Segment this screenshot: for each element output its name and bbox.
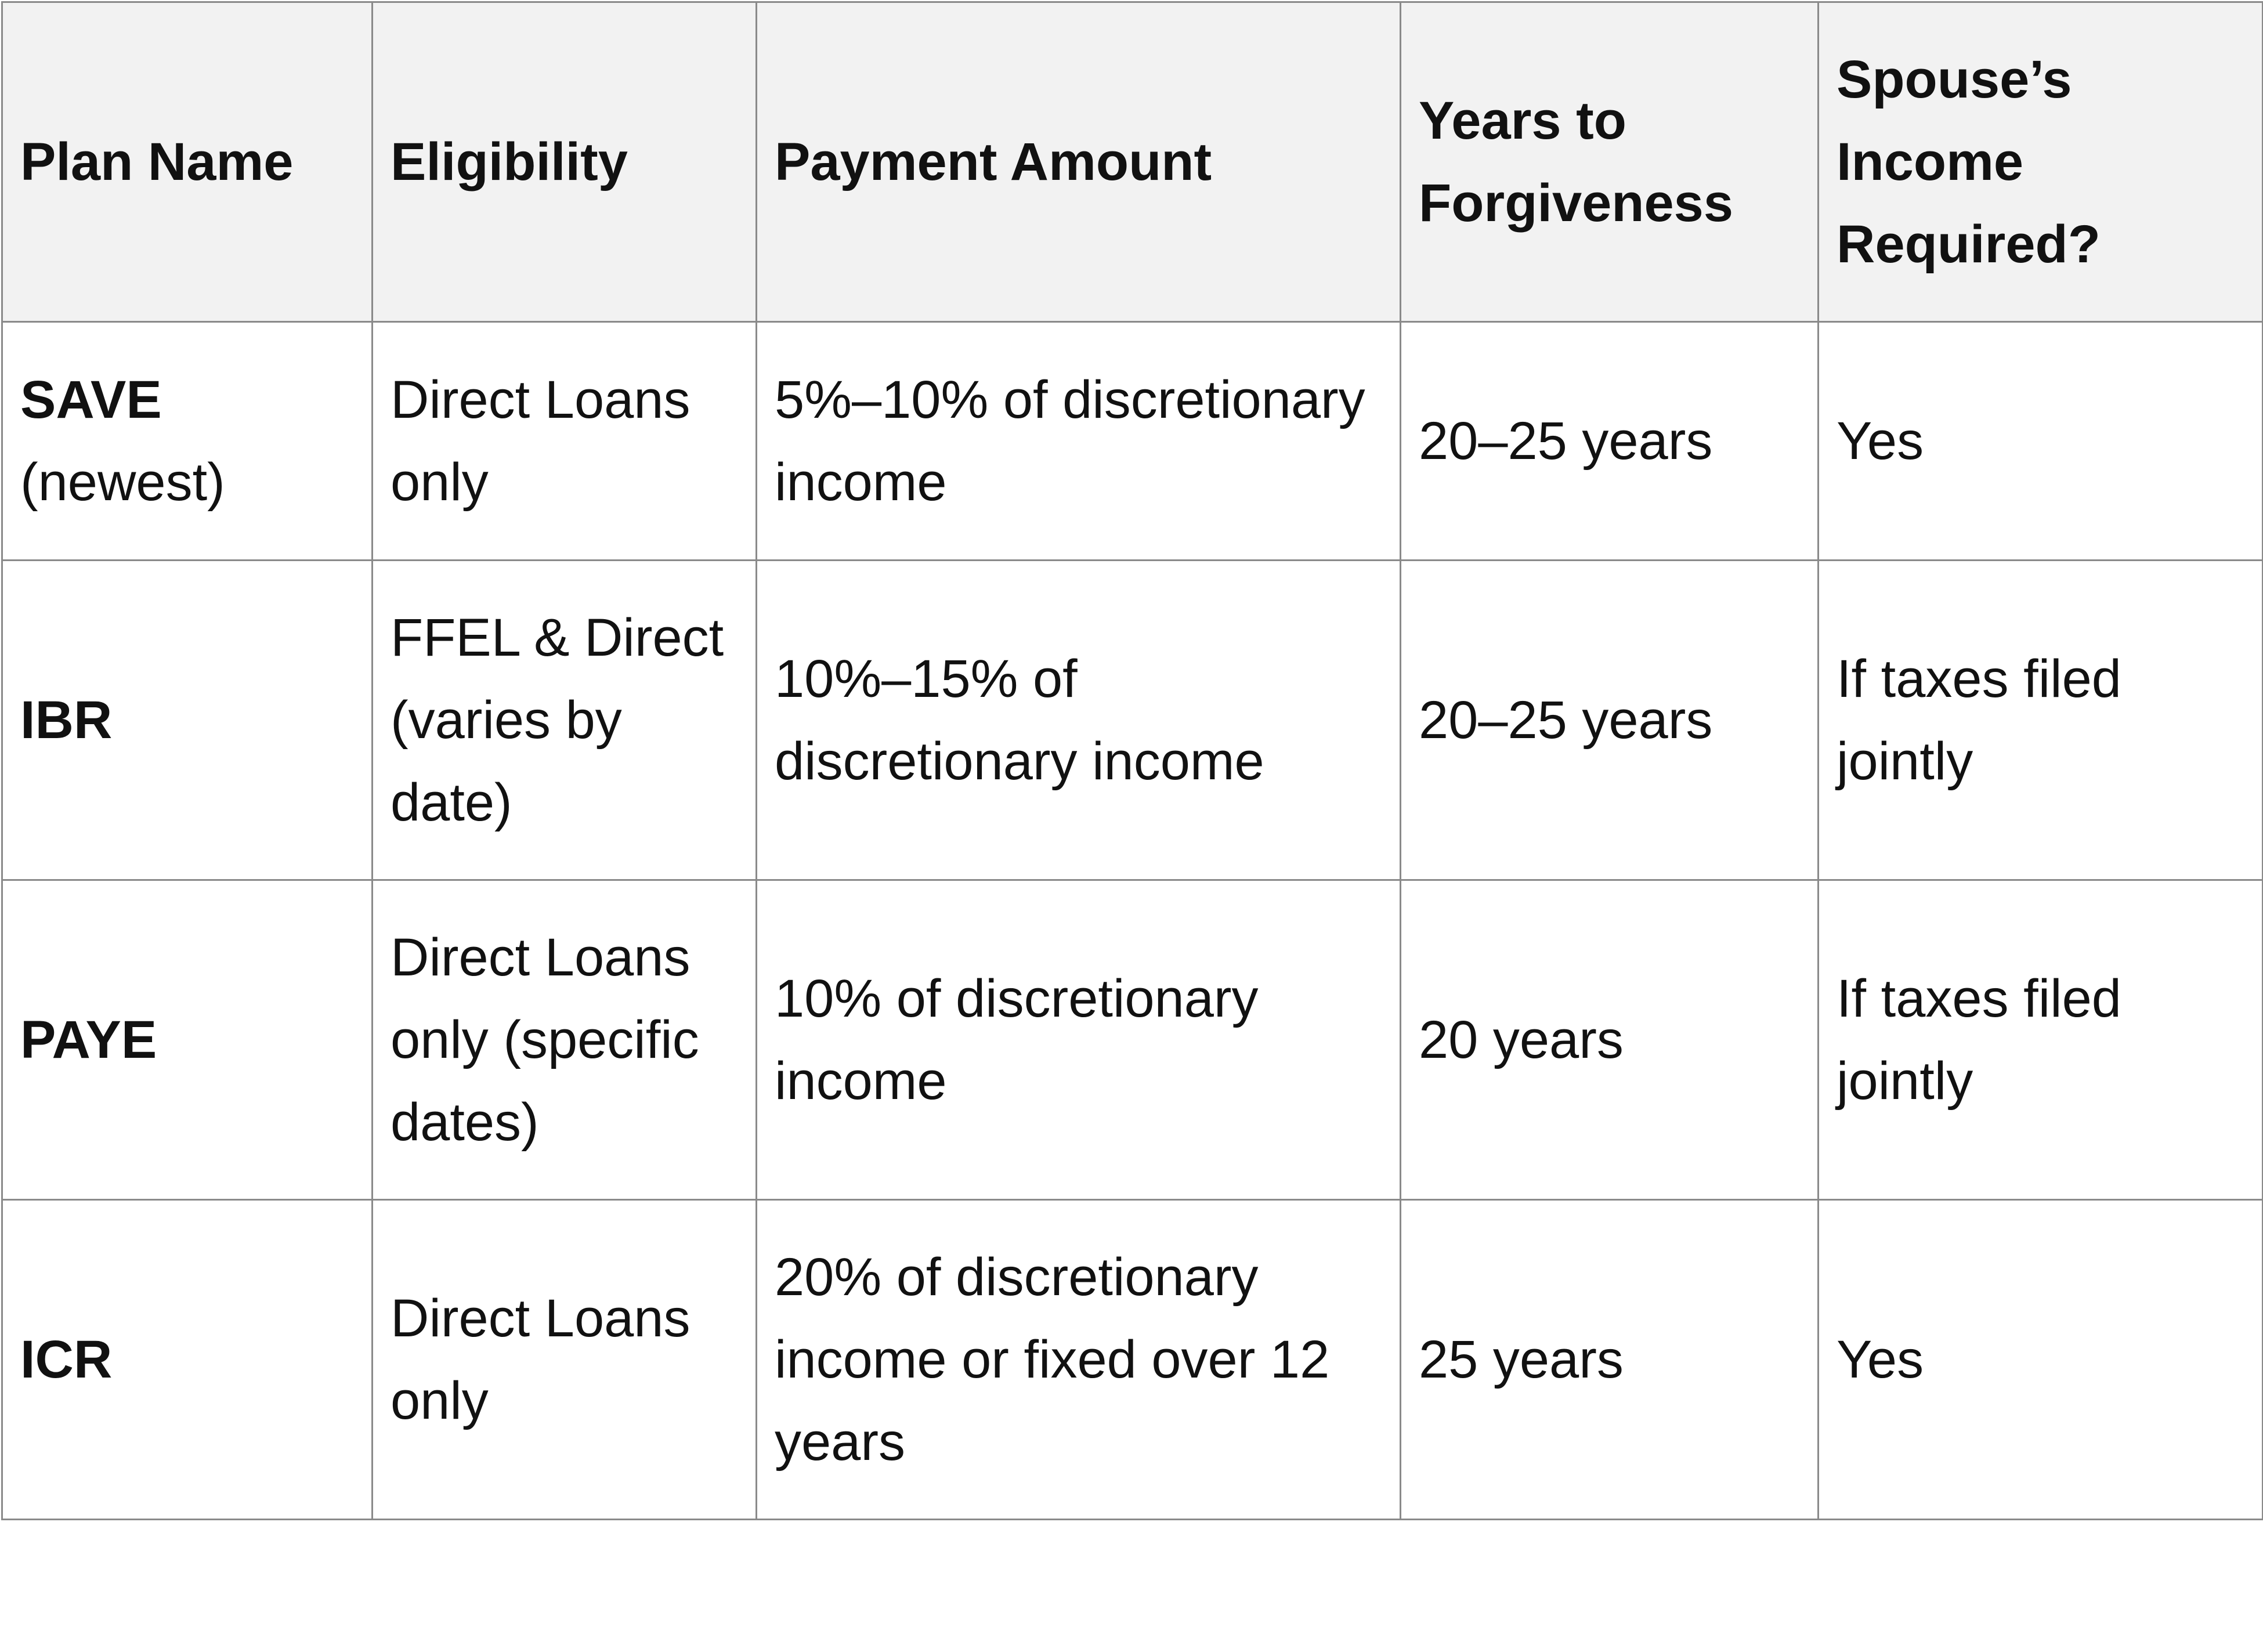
cell-payment-amount: 10%–15% of discretionary income bbox=[757, 561, 1401, 880]
cell-years-to-forgiveness: 25 years bbox=[1401, 1200, 1819, 1520]
cell-spouse-income-required: Yes bbox=[1819, 322, 2263, 561]
cell-payment-amount: 10% of discretionary income bbox=[757, 880, 1401, 1200]
cell-eligibility: FFEL & Direct (varies by date) bbox=[373, 561, 757, 880]
plan-name: ICR bbox=[20, 1330, 113, 1389]
cell-spouse-income-required: Yes bbox=[1819, 1200, 2263, 1520]
header-years-to-forgiveness: Years to Forgiveness bbox=[1401, 2, 1819, 322]
cell-plan-name bbox=[2, 880, 373, 1200]
cell-years-to-forgiveness: 20 years bbox=[1401, 880, 1819, 1200]
cell-years-to-forgiveness: 20–25 years bbox=[1401, 561, 1819, 880]
cell-plan-name bbox=[2, 1200, 373, 1520]
table-row-paye bbox=[2, 880, 2263, 1200]
cell-eligibility: Direct Loans only (specific dates) bbox=[373, 880, 757, 1200]
header-plan-name: Plan Name bbox=[2, 2, 373, 322]
table-row-icr bbox=[2, 1200, 2263, 1520]
cell-years-to-forgiveness: 20–25 years bbox=[1401, 322, 1819, 561]
cell-eligibility: Direct Loans only bbox=[373, 1200, 757, 1520]
header-eligibility: Eligibility bbox=[373, 2, 757, 322]
plan-name: IBR bbox=[20, 691, 113, 750]
plan-name: SAVE bbox=[20, 370, 162, 429]
cell-plan-name bbox=[2, 322, 373, 561]
repayment-plans-table bbox=[1, 1, 2263, 1520]
cell-spouse-income-required: If taxes filed jointly bbox=[1819, 561, 2263, 880]
cell-payment-amount: 20% of discretionary income or fixed over 12 years bbox=[757, 1200, 1401, 1520]
cell-payment-amount: 5%–10% of discretionary income bbox=[757, 322, 1401, 561]
header-row bbox=[2, 2, 2263, 322]
table-row-save bbox=[2, 322, 2263, 561]
table-row-ibr bbox=[2, 561, 2263, 880]
plan-note: (newest) bbox=[20, 453, 225, 512]
plan-name: PAYE bbox=[20, 1010, 157, 1069]
cell-plan-name bbox=[2, 561, 373, 880]
header-spouse-income-required: Spouse’s Income Required? bbox=[1819, 2, 2263, 322]
header-payment-amount: Payment Amount bbox=[757, 2, 1401, 322]
cell-eligibility: Direct Loans only bbox=[373, 322, 757, 561]
cell-spouse-income-required: If taxes filed jointly bbox=[1819, 880, 2263, 1200]
